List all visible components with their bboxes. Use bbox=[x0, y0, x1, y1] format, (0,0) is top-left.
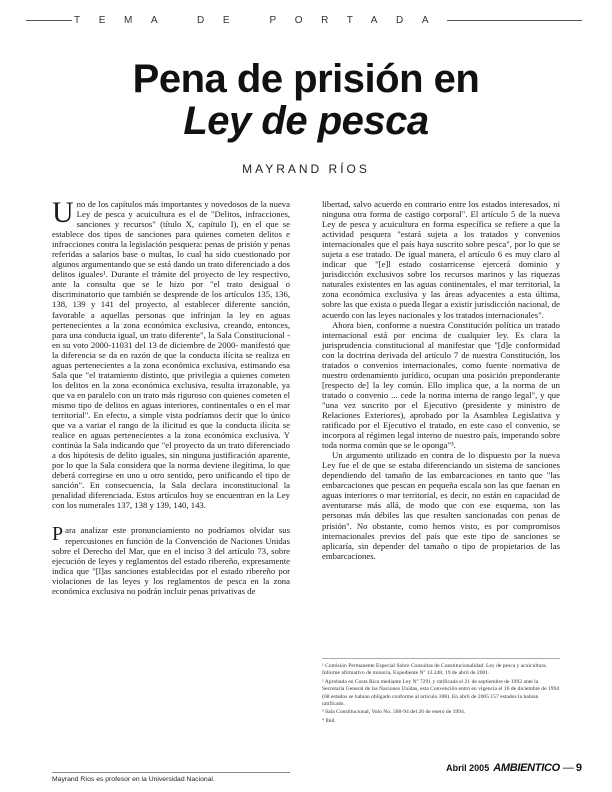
section-kicker: TEMA DE PORTADA bbox=[74, 14, 448, 26]
footnotes bbox=[322, 658, 560, 726]
issue-date: Abril 2005 bbox=[446, 763, 490, 773]
header-rule-right bbox=[447, 20, 582, 21]
left-paragraph-1 bbox=[52, 196, 290, 511]
article-title-line-2: Ley de pesca bbox=[183, 99, 429, 143]
right-paragraph-2: Ahora bien, conforme a nuestra Constitución política un tratado internacional está por encima de cualquier ley. Es clara la jurisprudencia constitucional al manifestar que "[d]e conformidad con la doctrina derivada del artículo 7 de nuestra Constitución, los tratados o convenios internacionales, como fuente normativa de nuestro ordenamiento jurídico, ocupan una posición preponderante [respecto de] la ley común. Ello implica que, a la norma de un tratado o convenio ... cede la norma interna de rango legal", y que "una vez suscrito por el Ejecutivo (presidente y ministro de Relaciones Exteriores), aprobado por la Asamblea Legislativa y ratificado por el Ejecutivo el tratado, en este caso el convenio, se incorpora al régimen legal interno de nuestro país, imperando sobre toda norma común que se le oponga"³. bbox=[322, 319, 560, 451]
left-paragraph-2-text: ara analizar este pronunciamiento no podríamos olvidar sus repercusiones en función de la Convención de Naciones Unidas sobre el Derecho del Mar, que en el inciso 3 del artículo 73, sobre ejecución de leyes y reglamentos del estado ribereño, expresamente indica que "[l]as sanciones establecidas por el estado ribereño por violaciones de las leyes y los reglamentos de pesca en la zona económica exclusiva no podrán incluir penas privativas de bbox=[52, 525, 290, 596]
left-paragraph-2 bbox=[52, 525, 290, 595]
right-paragraph-1: libertad, salvo acuerdo en contrario entre los estados interesados, ni ninguna otra forma de castigo corporal". El artículo 5 de la nueva Ley de pesca y acuicultura en forma específica se refiere a que la actividad pesquera "estará sujeta a los tratados y convenios internacionales que el país haya suscrito sobre pesca", por lo que se sujeta a ese tratado. De igual manera, el artículo 6 es muy claro al indicar que "[e]l estado costarricense ejercerá dominio y jurisdicción exclusivos sobre los recursos marinos y las riquezas naturales existentes en las aguas continentales, el mar territorial, la zona económica exclusiva y las áreas adyacentes a esta última, sobre las que exista o pueda llegar a existir jurisdicción nacional, de acuerdo con las leyes nacionales y los tratados internacionales". bbox=[322, 199, 560, 320]
footnote-2: ² Aprobada en Costa Rica mediante Ley Nº 7291 y ratificada el 21 de septiembre de 1992 ante la Secretaría General de las Naciones Unidas, esta Convención entró en vigencia el 16 de diciembre de 1994 (68 estados se habían obligado conforme al artículo 308). En abril de 2005 157 estados la habían ratificado. bbox=[322, 678, 560, 708]
article-title-line-1: Pena de prisión en bbox=[132, 57, 480, 101]
left-column bbox=[52, 196, 290, 596]
right-column bbox=[322, 199, 560, 561]
footnote-4: ⁴ Ibid. bbox=[322, 717, 336, 724]
folio-dash: — bbox=[562, 762, 574, 774]
dropcap-p: P bbox=[52, 523, 64, 546]
page-number: 9 bbox=[575, 762, 582, 774]
author-note-rule bbox=[52, 772, 290, 773]
section-header bbox=[0, 10, 612, 30]
author-byline: MAYRAND RÍOS bbox=[242, 162, 370, 176]
right-paragraph-3: Un argumento utilizado en contra de lo dispuesto por la nueva Ley fue el de que se estaba diferenciando un sistema de sanciones dependiendo del tamaño de las embarcaciones en tanto que "las embarcaciones que pescan en pequeña escala son las que faenan en aguas interiores o mar territorial, es decir, no están en capacidad de aventurarse más allá, de modo que con ese esquema, son las personas más débiles las que resulten sancionadas con penas de prisión". No obstante, como hemos visto, es por compromisos internacionales previos del país que este tipo de sanciones se aplicaría, sin depender del tamaño o tipo de propietarios de las embarcaciones. bbox=[322, 450, 560, 561]
footnote-3: ³ Sala Constitucional, Voto No. 588-94 del 26 de enero de 1994. bbox=[322, 709, 466, 716]
author-note-text: Mayrand Ríos es profesor en la Universidad Nacional. bbox=[52, 776, 215, 783]
dropcap-u: U bbox=[52, 196, 74, 229]
magazine-name: AMBIENTICO bbox=[493, 762, 560, 774]
page-folio bbox=[422, 760, 582, 776]
footnote-1: ¹ Comisión Permanente Especial Sobre Consultas de Constitucionalidad. Ley de pesca y acuicultura. Informe afirmativo de minoría, Expediente Nº 13.248, 19 de abril de 2001. bbox=[322, 663, 548, 677]
header-rule-left bbox=[26, 20, 72, 21]
left-paragraph-1-text: no de los capítulos más importantes y novedosos de la nueva Ley de pesca y acuicultura es el de "Delitos, infracciones, sanciones y recursos" (título X, capítulo I), en el que se establece dos tipos de sanciones para quienes cometen delitos e infracciones contra la legislación pesquera: penas de prisión y penas referidas a salarios base o multas, lo cual ha sido cuestionado por algunos argumentando que se está dando un trato diferenciado a dos delitos iguales¹. Durante el trámite del proyecto de ley respectivo, ante la consulta que se le hizo por "el trato desigual o discriminatorio que también se desprende de los artículos 135, 136, 138, 139 y 141 del proyecto, al establecer diferente sanción, favorable a aquellas personas que infrinjan la ley en aguas pertenecientes a la zona económica exclusiva, creando, entonces, para una conducta igual, un trato diferente", la Sala Constitucional -en su voto 2000-11031 del 13 de diciembre de 2000- manifestó que la diferencia se da en razón de que la conducta ilícita se realiza en aguas pertenecientes a la zona económica exclusiva, estimando esa Sala que "el tratamiento distinto, que privilegia a quienes cometen los delitos en la zona económica exclusiva, resulta irrazonable, ya que va en paralelo con un trato más riguroso con quienes cometen el mismo tipo de delitos en aguas interiores, continentales o en el mar territorial". En efecto, a simple vista podríamos decir que lo único que va a variar el rango de la ilicitud es que la conducta ilícita se realice en aguas pertenecientes a la zona económica exclusiva. Y continúa la Sala indicando que "el proyecto da un trato diferenciado a dos hipótesis de delito iguales, sin ninguna justificación aparente, por lo que la Sala considera que la norma deviene ilegítima, lo que deberá corregirse en uno u otro sentido, pero unificando el tipo de sanción". En consecuencia, la Sala declara inconstitucional la penalidad diferenciada. Estos artículos hoy se encuentran en la Ley con los numerales 137, 138 y 139, 140, 143. bbox=[52, 199, 290, 511]
